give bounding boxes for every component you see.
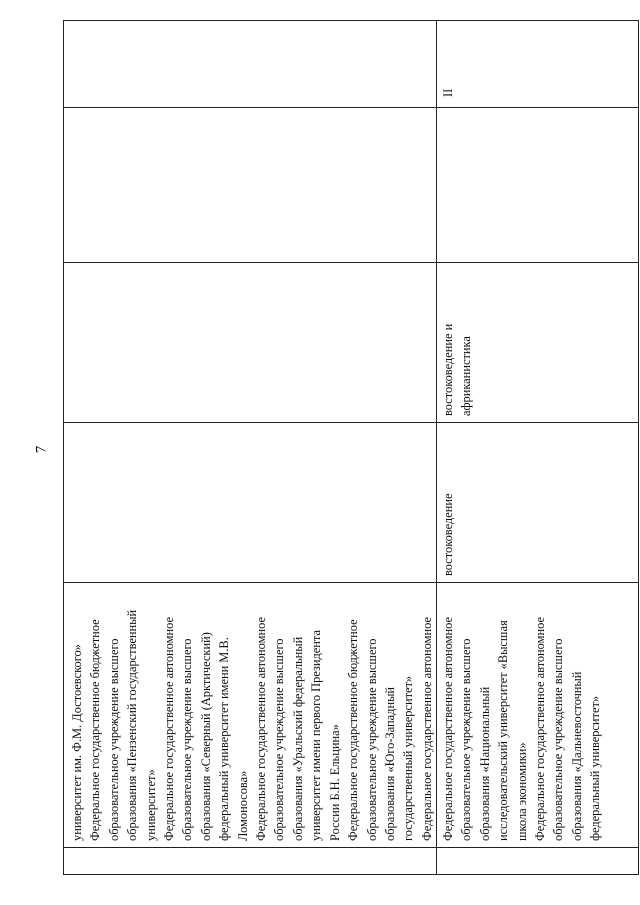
empty-cell: [64, 848, 436, 875]
org-line: образовательное учреждение высшего: [106, 638, 121, 841]
org-line: университет имени первого Президента: [309, 630, 324, 841]
org-line: образования «Уральский федеральный: [290, 636, 305, 841]
org-line: федеральный университет имени М.В.: [217, 637, 232, 841]
org-line: образования «Северный (Арктический): [198, 632, 213, 841]
org-line: университет»: [143, 769, 158, 841]
empty-cell: [435, 848, 638, 875]
org-line: федеральный университет»: [588, 695, 603, 841]
table-row: [435, 20, 639, 875]
org-line: Федеральное государственное автономное: [254, 617, 269, 841]
specialty-cell: [64, 263, 436, 423]
org-line: России Б.Н. Ельцина»: [327, 724, 342, 841]
rotated-table: [63, 20, 638, 875]
organizations-cell: [64, 583, 436, 848]
table-row: [63, 20, 437, 875]
org-line: Федеральное государственное автономное: [533, 617, 548, 841]
org-line: образования «Национальный: [477, 686, 492, 841]
page-number: 7: [33, 445, 50, 454]
org-line: образовательное учреждение высшего: [180, 638, 195, 841]
org-line: образовательное учреждение высшего: [272, 638, 287, 841]
org-line: Федеральное государственное бюджетное: [346, 619, 361, 841]
org-line: образования «Дальневосточный: [569, 671, 584, 841]
org-line: образовательное учреждение высшего: [459, 638, 474, 841]
org-line: исследовательский университет «Высшая: [496, 620, 511, 841]
level-cell: [435, 20, 638, 108]
org-line: Федеральное государственное бюджетное: [88, 619, 103, 841]
org-line: школа экономики»: [514, 742, 529, 841]
level-cell: [64, 20, 436, 108]
org-line: Федеральное государственное автономное: [441, 617, 455, 841]
org-line: Федеральное государственное автономное: [162, 617, 177, 841]
org-line: Федеральное государственное автономное: [419, 617, 434, 841]
org-line: государственный университет»: [401, 675, 416, 841]
level-value: II: [441, 88, 455, 97]
org-line: образования «Юго-Западный: [382, 686, 397, 841]
group-cell: востоковедение: [435, 423, 638, 583]
specialty-cell: востоковедение и африканистика: [435, 263, 638, 423]
organizations-cell: [435, 583, 638, 848]
org-line: университет им. Ф.М. Достоевского»: [70, 644, 84, 841]
direction-cell: [435, 108, 638, 263]
org-line: образовательное учреждение высшего: [364, 638, 379, 841]
org-line: Ломоносова»: [235, 770, 250, 841]
org-line: образовательное учреждение высшего: [551, 638, 566, 841]
direction-cell: [64, 108, 436, 263]
group-cell: [64, 423, 436, 583]
org-line: образования «Пензенский государственный: [125, 609, 140, 841]
